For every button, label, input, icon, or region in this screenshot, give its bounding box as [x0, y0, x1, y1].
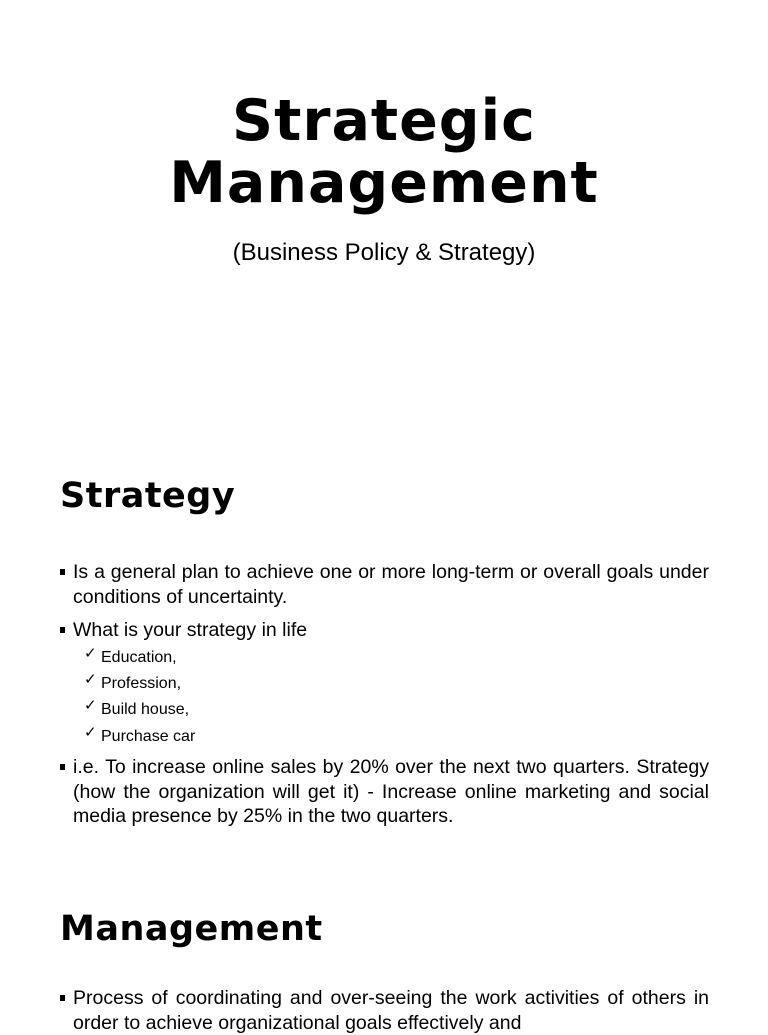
- strategy-bullet-life: [60, 618, 709, 643]
- page-subtitle: (Business Policy & Strategy): [232, 239, 536, 266]
- square-bullet-icon: [60, 764, 65, 770]
- sub-item-education: [84, 645, 177, 668]
- sub-item-build-house: [84, 697, 190, 720]
- checkmark-icon: ✓: [84, 671, 97, 688]
- square-bullet-icon: [60, 627, 65, 633]
- management-bullet-definition: [60, 986, 709, 1035]
- strategy-bullet-definition: [60, 560, 709, 609]
- bullet-text: Process of coordinating and over-seeing the work activities of others in order to achieve organizational goals effectively and: [73, 987, 709, 1034]
- square-bullet-icon: [60, 569, 65, 575]
- sub-item-text: Education,: [101, 649, 177, 666]
- sub-item-text: Build house,: [101, 701, 190, 718]
- checkmark-icon: ✓: [84, 645, 97, 662]
- sub-item-purchase-car: [84, 724, 196, 747]
- strategy-heading: Strategy: [60, 476, 236, 516]
- checkmark-icon: ✓: [84, 724, 97, 741]
- title-line-1: Strategic: [232, 88, 536, 154]
- sub-item-text: Purchase car: [101, 728, 196, 745]
- management-heading: Management: [60, 909, 323, 949]
- bullet-text: Is a general plan to achieve one or more long-term or overall goals under conditions of uncertainty.: [73, 561, 709, 608]
- sub-item-profession: [84, 671, 182, 694]
- sub-item-text: Profession,: [101, 675, 182, 692]
- title-line-2: Management: [169, 150, 599, 216]
- checkmark-icon: ✓: [84, 697, 97, 714]
- bullet-text: What is your strategy in life: [73, 619, 308, 641]
- strategy-bullet-example: [60, 755, 709, 829]
- square-bullet-icon: [60, 995, 65, 1001]
- bullet-text: i.e. To increase online sales by 20% over the next two quarters. Strategy (how the organization will get it) - Increase online marketing and social media presence by 25% in the two quarters.: [73, 756, 709, 827]
- page-title: [0, 90, 768, 214]
